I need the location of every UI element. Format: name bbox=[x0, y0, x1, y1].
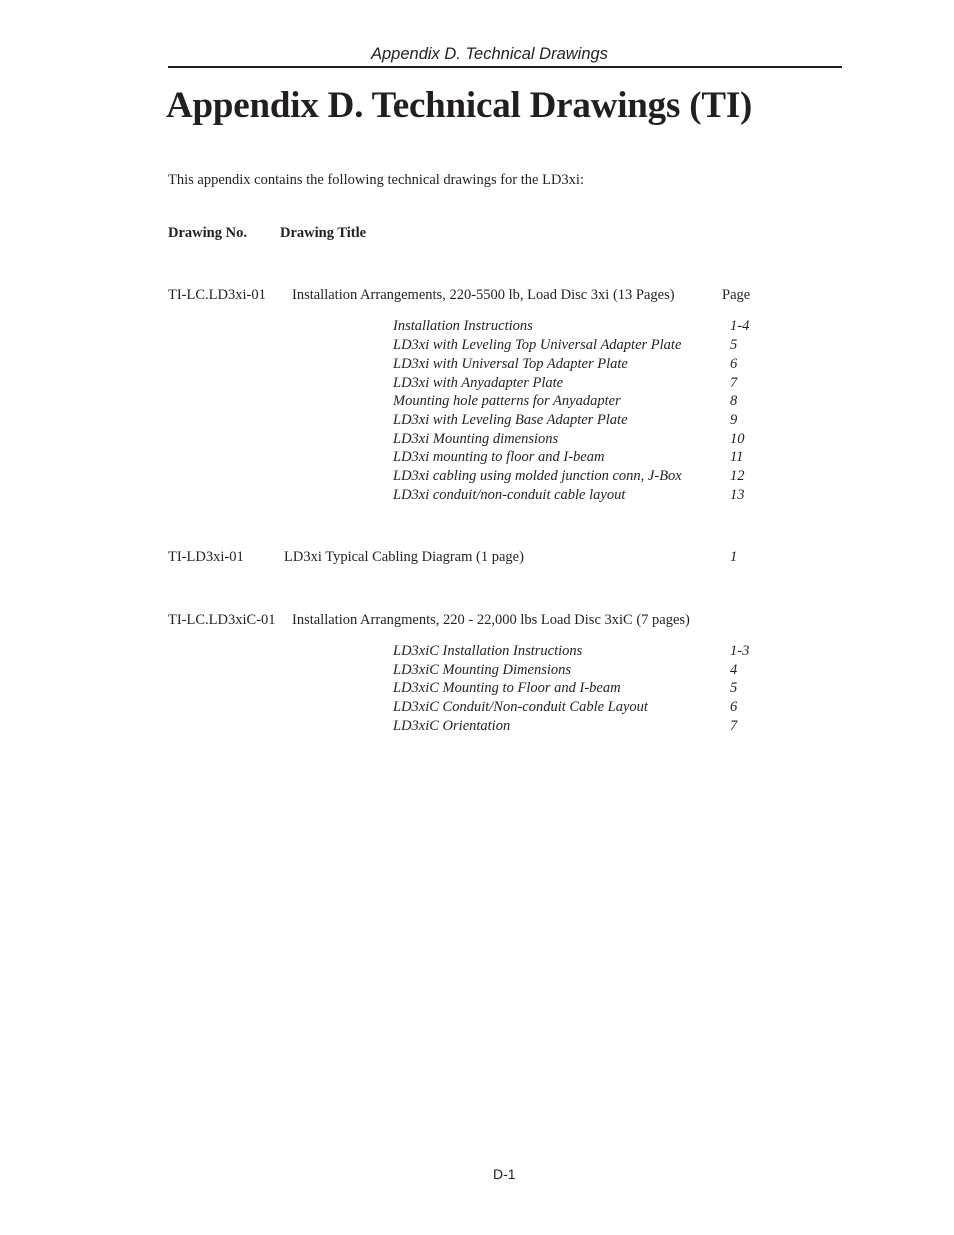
sheet-page: 1-4 bbox=[730, 318, 750, 334]
sheet-page: 5 bbox=[730, 680, 738, 696]
sheet-page: 6 bbox=[730, 356, 738, 372]
list-item bbox=[0, 680, 954, 699]
list-item bbox=[0, 431, 954, 450]
sheet-title: LD3xi mounting to floor and I-beam bbox=[393, 449, 605, 465]
list-item bbox=[0, 412, 954, 431]
sheet-title: LD3xi conduit/non-conduit cable layout bbox=[393, 487, 626, 503]
list-item bbox=[0, 487, 954, 506]
list-item bbox=[0, 449, 954, 468]
drawing-title: LD3xi Typical Cabling Diagram (1 page) bbox=[284, 549, 524, 565]
running-head bbox=[168, 44, 842, 68]
sheet-title: Mounting hole patterns for Anyadapter bbox=[393, 393, 621, 409]
list-item bbox=[0, 318, 954, 337]
list-item bbox=[0, 356, 954, 375]
drawing-number: TI-LC.LD3xiC-01 bbox=[168, 612, 276, 628]
drawing-number: TI-LD3xi-01 bbox=[168, 549, 244, 565]
intro-paragraph: This appendix contains the following technical drawings for the LD3xi: bbox=[168, 172, 584, 188]
sheet-page: 6 bbox=[730, 699, 738, 715]
drawing-page: 1 bbox=[730, 549, 738, 565]
page-title: Appendix D. Technical Drawings (TI) bbox=[166, 85, 753, 126]
sheet-page: 7 bbox=[730, 718, 738, 734]
sheet-title: LD3xi with Universal Top Adapter Plate bbox=[393, 356, 628, 372]
sheet-page: 1-3 bbox=[730, 643, 750, 659]
sheet-page: 9 bbox=[730, 412, 738, 428]
sheet-page: 8 bbox=[730, 393, 738, 409]
sheet-title: LD3xi with Leveling Top Universal Adapter Plate bbox=[393, 337, 682, 353]
sheet-title: LD3xiC Conduit/Non-conduit Cable Layout bbox=[393, 699, 648, 715]
sheet-title: LD3xiC Orientation bbox=[393, 718, 511, 734]
column-header-number: Drawing No. bbox=[168, 225, 247, 241]
sheet-title: LD3xiC Mounting Dimensions bbox=[393, 662, 572, 678]
list-item bbox=[0, 699, 954, 718]
list-item bbox=[0, 643, 954, 662]
list-item bbox=[0, 337, 954, 356]
running-head-text: Appendix D. Technical Drawings bbox=[371, 45, 608, 63]
sheet-title: Installation Instructions bbox=[393, 318, 533, 334]
sheet-title: LD3xi cabling using molded junction conn, J-Box bbox=[393, 468, 682, 484]
list-item bbox=[0, 662, 954, 681]
sheet-title: LD3xi Mounting dimensions bbox=[393, 431, 559, 447]
column-header-title: Drawing Title bbox=[280, 225, 367, 241]
drawing-number: TI-LC.LD3xi-01 bbox=[168, 287, 266, 303]
drawing-title: Installation Arrangments, 220 - 22,000 lbs Load Disc 3xiC (7 pages) bbox=[292, 612, 690, 628]
list-item bbox=[0, 718, 954, 737]
sheet-title: LD3xiC Installation Instructions bbox=[393, 643, 583, 659]
page-number: D-1 bbox=[493, 1166, 516, 1182]
list-item bbox=[0, 468, 954, 487]
sheet-title: LD3xiC Mounting to Floor and I-beam bbox=[393, 680, 621, 696]
sheet-page: 13 bbox=[730, 487, 745, 503]
drawing-title: Installation Arrangements, 220-5500 lb, Load Disc 3xi (13 Pages) bbox=[292, 287, 675, 303]
sheet-page: 5 bbox=[730, 337, 738, 353]
sheet-title: LD3xi with Leveling Base Adapter Plate bbox=[393, 412, 628, 428]
sheet-page: 10 bbox=[730, 431, 745, 447]
list-item bbox=[0, 393, 954, 412]
sheet-page: 7 bbox=[730, 375, 738, 391]
sheet-title: LD3xi with Anyadapter Plate bbox=[393, 375, 564, 391]
page-column-header: Page bbox=[722, 287, 751, 303]
sheet-page: 4 bbox=[730, 662, 738, 678]
sheet-page: 12 bbox=[730, 468, 745, 484]
list-item bbox=[0, 375, 954, 394]
sheet-page: 11 bbox=[730, 449, 744, 465]
